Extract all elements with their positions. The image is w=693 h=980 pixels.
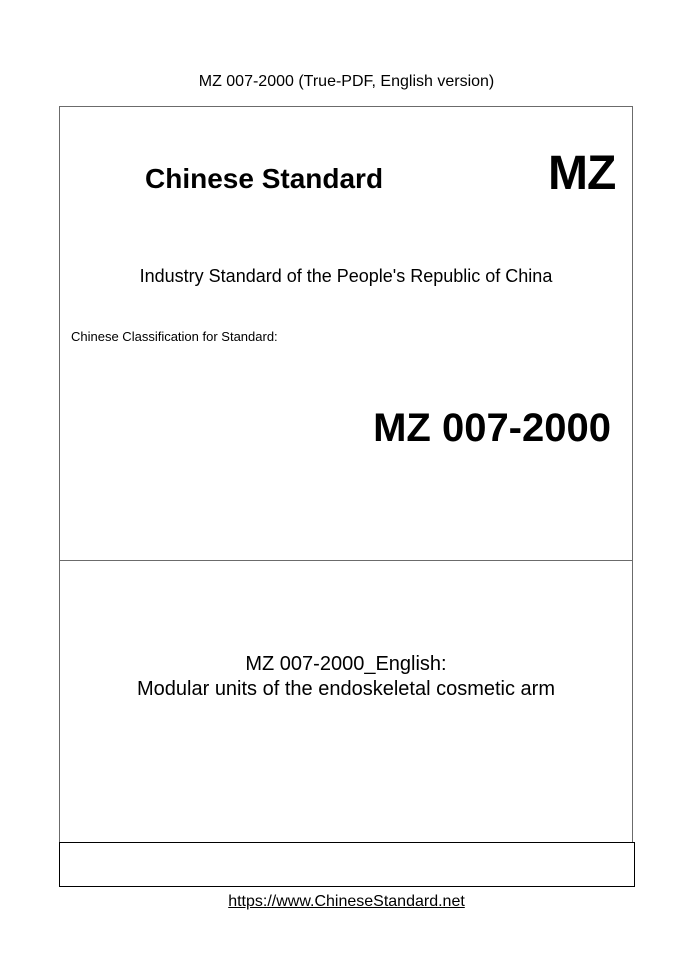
cover-subtitle: Industry Standard of the People's Republic of China <box>139 266 553 286</box>
english-title-code: MZ 007-2000_English: <box>245 653 447 675</box>
cover-frame <box>59 106 633 885</box>
bottom-box <box>59 842 635 887</box>
english-title <box>60 652 632 702</box>
footer <box>0 892 693 912</box>
standard-number: MZ 007-2000 <box>373 406 611 450</box>
section-divider <box>60 560 632 561</box>
classification-label: Chinese Classification for Standard: <box>71 329 278 344</box>
english-title-name: Modular units of the endoskeletal cosmetic arm <box>137 678 555 700</box>
document-header: MZ 007-2000 (True-PDF, English version) <box>198 73 495 90</box>
website-link[interactable]: https://www.ChineseStandard.net <box>228 893 465 910</box>
category-code: MZ <box>548 147 616 200</box>
cover-title: Chinese Standard <box>145 163 384 194</box>
